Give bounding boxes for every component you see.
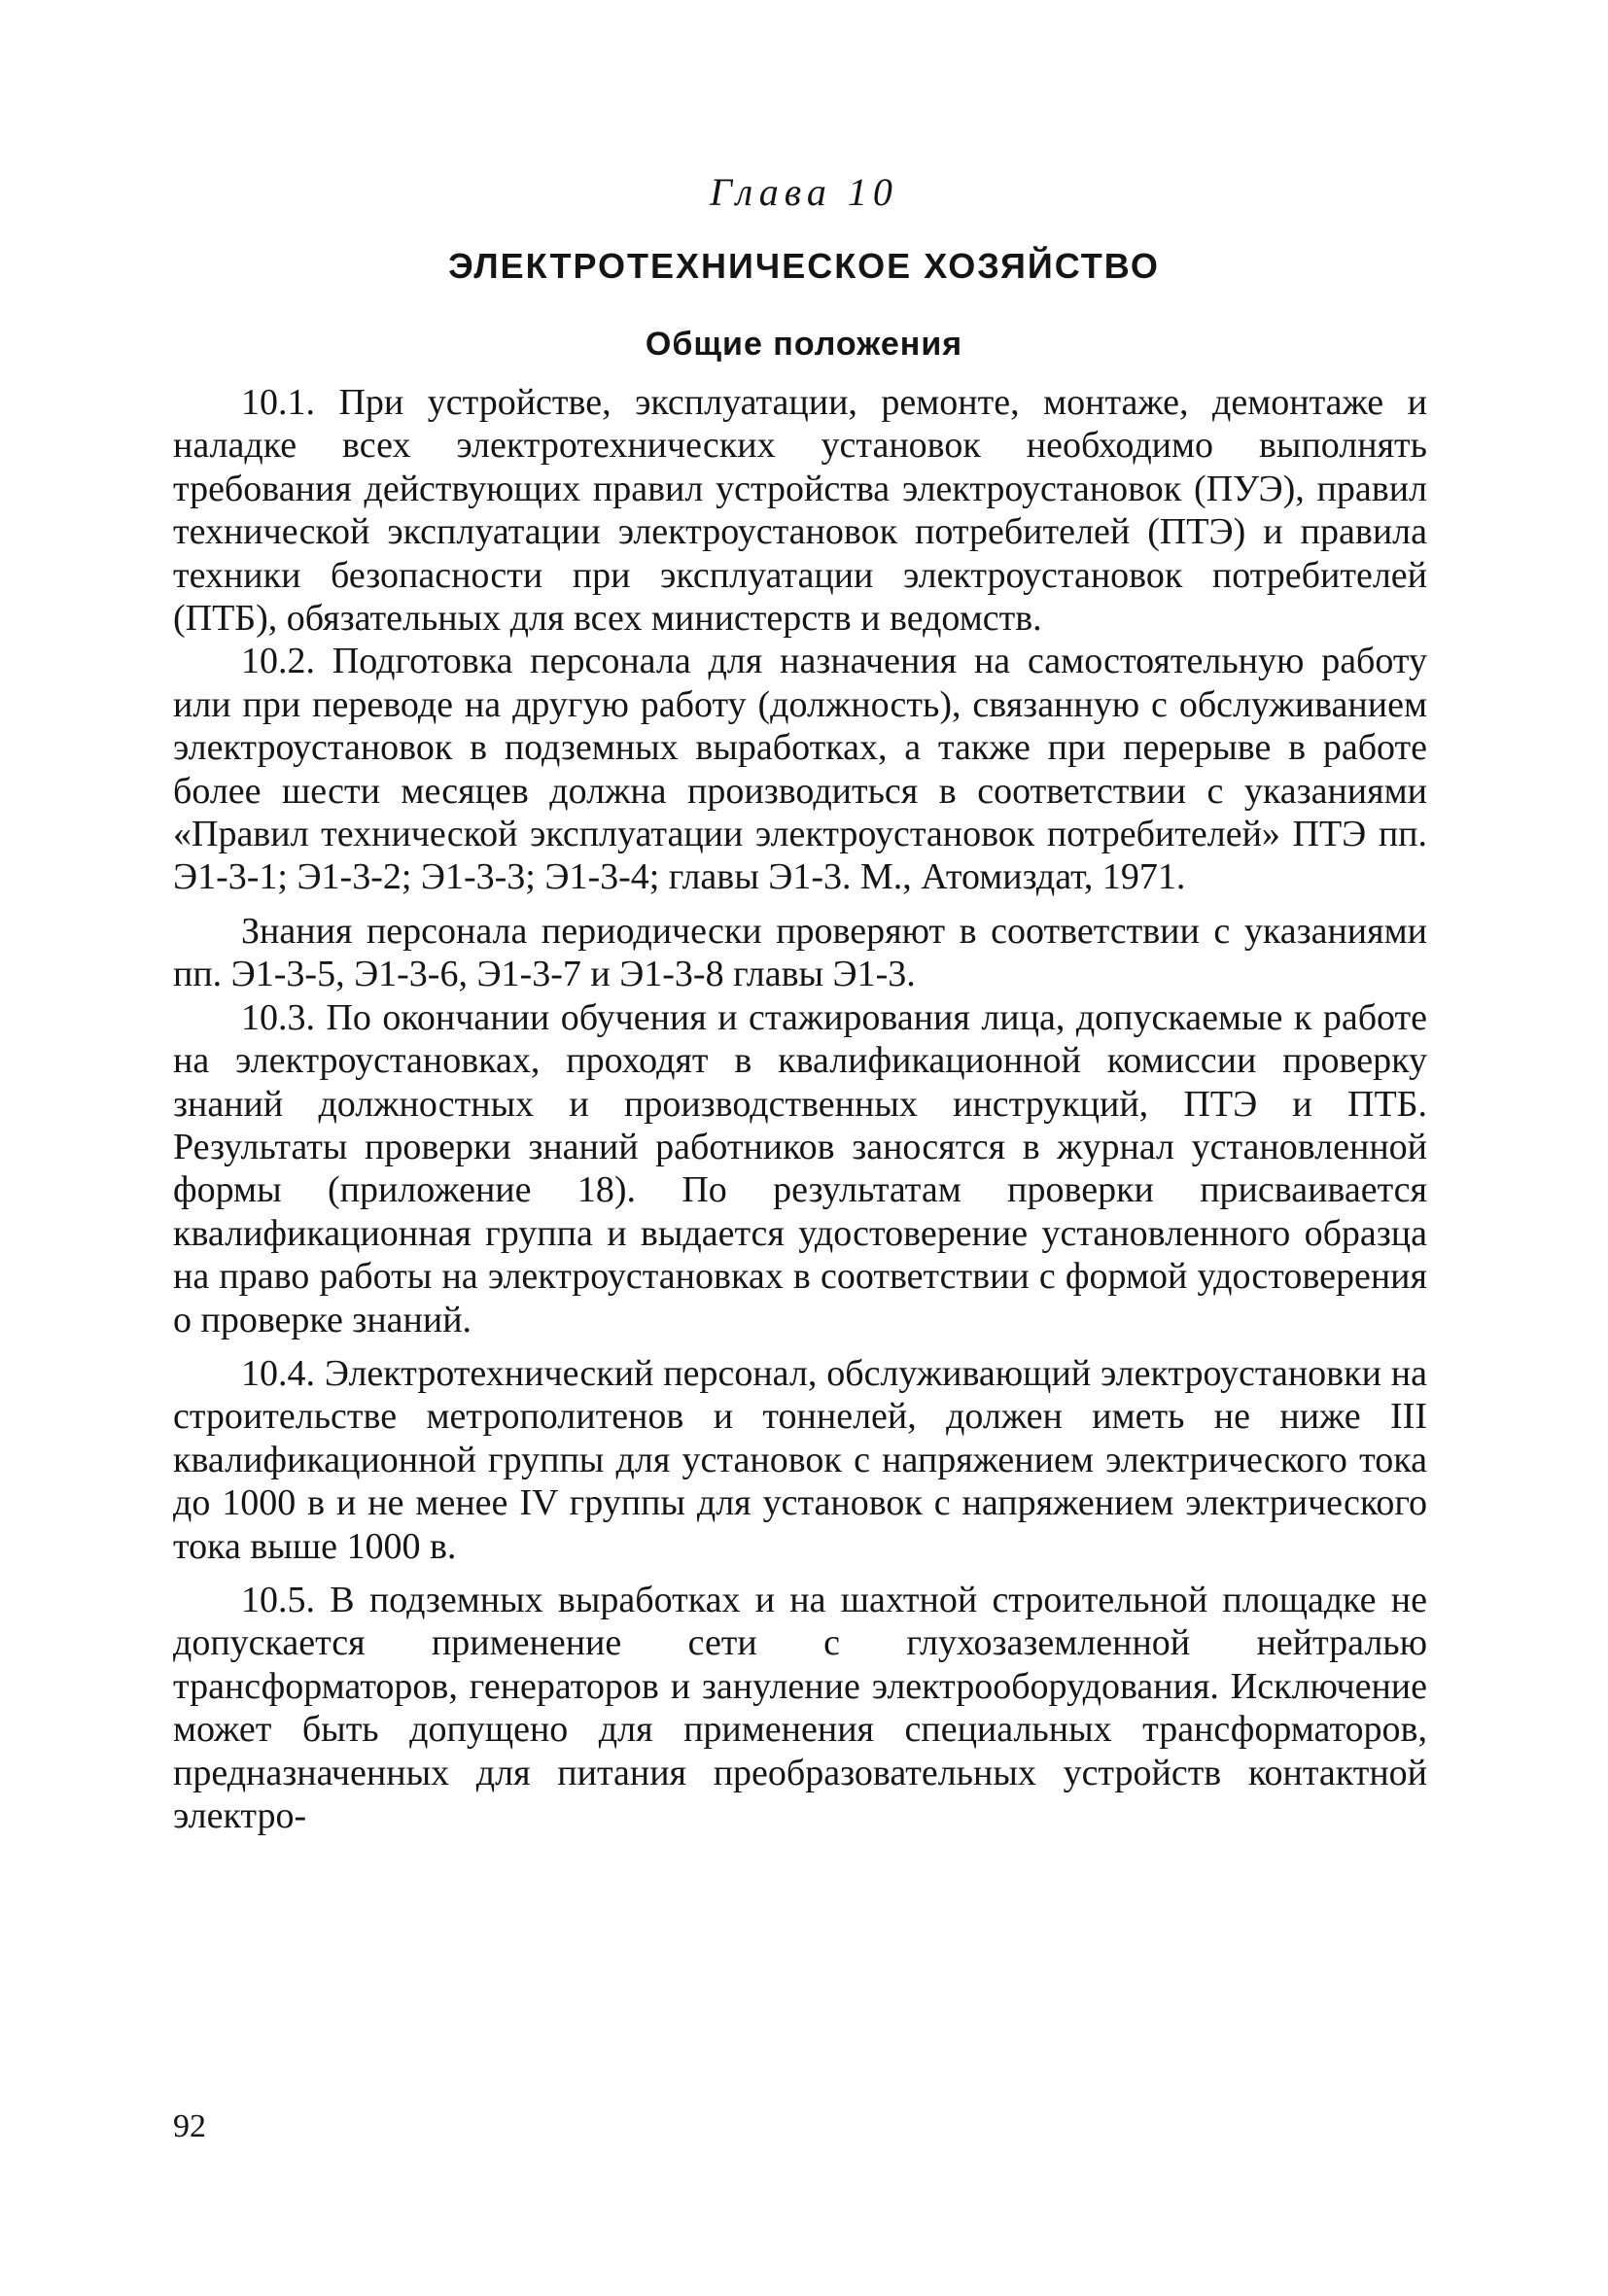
page-number: 92	[173, 2108, 206, 2144]
body-text	[173, 381, 1427, 1837]
chapter-heading: Глава 10	[710, 170, 898, 214]
paragraph-10-4: 10.4. Электротехнический персонал, обслуживающий электроустановки на строительстве метрополитенов и тоннелей, должен иметь не ниже III квалификационной группы для установок с напряжением электрического тока до 1000 в и не менее IV группы для установок с напряжением электрического тока выше 1000 в.	[173, 1352, 1427, 1567]
paragraph-10-1: 10.1. При устройстве, эксплуатации, ремонте, монтаже, демонтаже и наладке всех электротехнических установок необходимо выполнять требования действующих правил устройства электроустановок (ПУЭ), правил технической эксплуатации электроустановок потребителей (ПТЭ) и правила техники безопасности при эксплуатации электроустановок потребителей (ПТБ), обязательных для всех министерств и ведомств.	[173, 382, 1427, 640]
subsection-title: Общие положения	[645, 326, 963, 363]
section-title: ЭЛЕКТРОТЕХНИЧЕСКОЕ ХОЗЯЙСТВО	[448, 246, 1160, 286]
paragraph-10-3: 10.3. По окончании обучения и стажирования лица, допускаемые к работе на электроустановках, проходят в квалификационной комиссии проверку знаний должностных и производственных инструкций, ПТЭ и ПТБ. Результаты проверки знаний работников заносятся в журнал установленной формы (приложение 18). По результатам проверки присваивается квалификационная группа и выдается удостоверение установленного образца на право работы на электроустановках в соответствии с формой удостоверения о проверке знаний.	[173, 996, 1427, 1340]
paragraph-10-2: 10.2. Подготовка персонала для назначения на самостоятельную работу или при переводе на другую работу (должность), связанную с обслуживанием электроустановок в подземных выработках, а также при перерыве в работе более шести месяцев должна производиться в соответствии с указаниями «Правил технической эксплуатации электроустановок потребителей» ПТЭ пп. Э1-3-1; Э1-3-2; Э1-3-3; Э1-3-4; главы Э1-3. М., Атомиздат, 1971.	[173, 641, 1427, 898]
paragraph-10-5: 10.5. В подземных выработках и на шахтной строительной площадке не допускается применение сети с глухозаземленной нейтралью трансформаторов, генераторов и зануление электрооборудования. Исключение может быть допущено для применения специальных трансформаторов, предназначенных для питания преобразовательных устройств контактной электро-	[173, 1579, 1427, 1836]
paragraph-knowledge-check: Знания персонала периодически проверяют в соответствии с указаниями пп. Э1-3-5, Э1-3-6, Э1-3-7 и Э1-3-8 главы Э1-3.	[173, 910, 1427, 995]
